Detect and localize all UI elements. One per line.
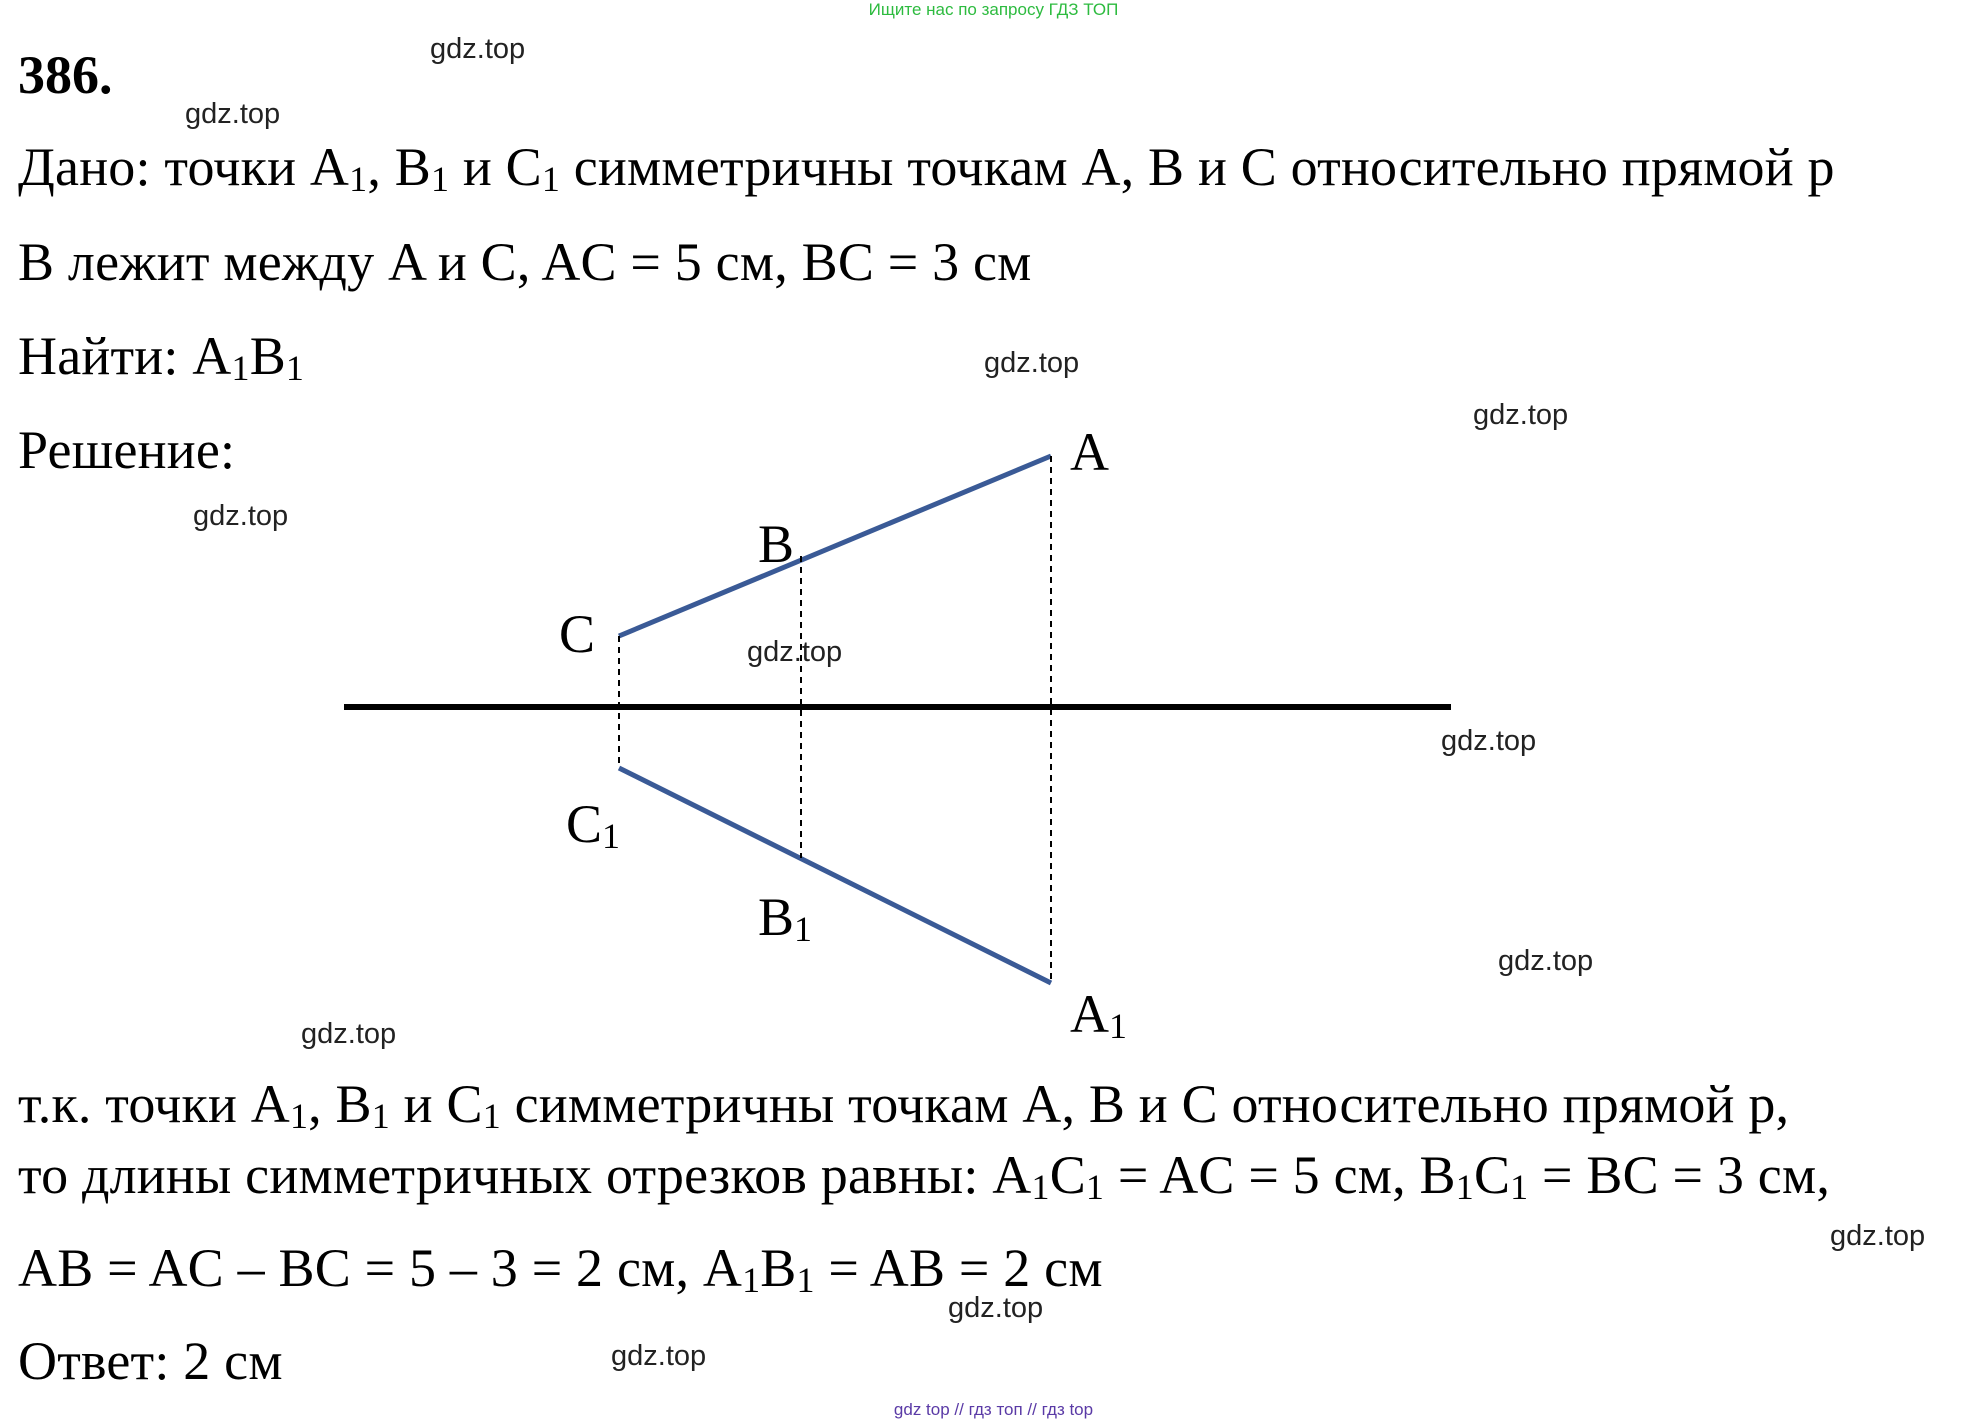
watermark: gdz.top	[1830, 1220, 1926, 1252]
label-a: A	[1070, 422, 1109, 482]
watermark: gdz.top	[1498, 945, 1594, 977]
watermark: gdz.top	[1473, 399, 1569, 431]
watermark: gdz.top	[948, 1292, 1044, 1324]
solution-label: Решение:	[18, 420, 236, 480]
watermark: gdz.top	[430, 33, 526, 65]
watermark: gdz.top	[984, 347, 1080, 379]
label-a1: A1	[1070, 984, 1127, 1046]
label-b1: B1	[758, 887, 813, 949]
watermark: gdz.top	[193, 500, 289, 532]
bottom-banner[interactable]: gdz top // гдз топ // гдз top	[893, 1400, 1094, 1419]
watermark: gdz.top	[611, 1340, 707, 1372]
problem-number: 386.	[18, 45, 113, 105]
given-line-2: B лежит между A и C, AC = 5 см, BC = 3 см	[18, 232, 1032, 292]
explanation-line-1: т.к. точки A1, B1 и C1 симметричны точкам A, B и C относительно прямой p,	[18, 1074, 1790, 1136]
given-label: Дано:	[18, 137, 151, 197]
watermark: gdz.top	[747, 636, 843, 668]
label-c1: C1	[566, 794, 621, 856]
explanation-line-2: то длины симметричных отрезков равны: A1C1 = AC = 5 см, B1C1 = BC = 3 см,	[18, 1145, 1831, 1207]
answer-line: Ответ: 2 см	[18, 1331, 283, 1391]
watermark: gdz.top	[185, 98, 281, 130]
label-c: C	[559, 604, 596, 664]
watermark: gdz.top	[301, 1018, 397, 1050]
top-banner[interactable]: Ищите нас по запросу ГДЗ ТОП	[868, 0, 1119, 19]
find-label: Найти:	[18, 326, 179, 386]
given-line-1: Дано: точки A1, B1 и C1 симметричны точкам A, B и C относительно прямой p	[18, 137, 1835, 199]
find-line: Найти: A1B1	[18, 326, 305, 388]
label-b: B	[758, 514, 795, 574]
watermark: gdz.top	[1441, 725, 1537, 757]
segment-ca	[619, 456, 1051, 636]
segment-c1a1	[619, 768, 1051, 983]
explanation-line-3: AB = AC – BC = 5 – 3 = 2 см, A1B1 = AB = 2 см	[18, 1238, 1103, 1300]
